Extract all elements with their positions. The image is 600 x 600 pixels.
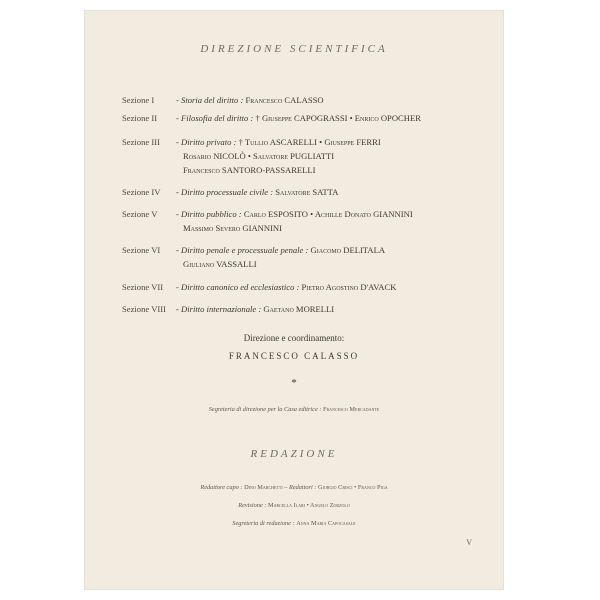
- section-body: - Diritto processuale civile : Salvatore SATTA: [176, 187, 339, 197]
- section-body: - Diritto pubblico : Carlo ESPOSITO • Achille Donato GIANNINI Massimo Severo GIANNINI: [176, 207, 476, 235]
- chief-editor-label: Redattore capo :: [200, 484, 243, 491]
- section-names: Carlo ESPOSITO • Achille Donato GIANNINI: [243, 209, 413, 219]
- section-names: † Tullio ASCARELLI • Giuseppe FERRI: [238, 137, 381, 147]
- section-body: - Filosofia del diritto : † Giuseppe CAPOGRASSI • Enrico OPOCHER: [176, 113, 421, 123]
- section-number: Sezione I: [122, 95, 155, 105]
- section-names: † Giuseppe CAPOGRASSI • Enrico OPOCHER: [255, 113, 421, 123]
- section-names: Giacomo DELITALA: [310, 245, 386, 255]
- section-field: Diritto internazionale :: [181, 304, 262, 314]
- redazione-line-editors: [84, 484, 504, 491]
- section-number: Sezione IV: [122, 187, 161, 197]
- editors-label: – Redattori :: [284, 484, 317, 491]
- section-body: - Diritto penale e processuale penale : Giacomo DELITALA Giuliano VASSALLI: [176, 243, 476, 271]
- section-names-line3: Francesco SANTORO-PASSARELLI: [183, 165, 316, 175]
- section-number: Sezione VII: [122, 282, 164, 292]
- asterisk-separator: *: [291, 377, 297, 389]
- section-field: Diritto pubblico :: [181, 209, 242, 219]
- section-number: Sezione III: [122, 137, 160, 147]
- section-number: Sezione VI: [122, 245, 161, 255]
- section-number: Sezione VIII: [122, 304, 166, 314]
- section-names-line2: Massimo Severo GIANNINI: [183, 223, 283, 233]
- redazione-line-secretariat: [84, 520, 504, 527]
- section-number: Sezione II: [122, 113, 158, 123]
- revision-names: Marcella Ilari • Angelo Zorzolo: [267, 502, 350, 509]
- section-body: - Diritto privato : † Tullio ASCARELLI • Giuseppe FERRI Rosario NICOLÒ • Salvatore PUGLIATTI Francesco SANTORO-PASSARELLI: [176, 135, 476, 177]
- section-body: - Diritto internazionale : Gaetano MORELLI: [176, 304, 335, 314]
- section-names: Salvatore SATTA: [275, 187, 339, 197]
- section-field: Diritto processuale civile :: [181, 187, 274, 197]
- redazione-line-revision: [84, 502, 504, 509]
- chief-editor-name: Dino Marchetti: [244, 484, 283, 491]
- section-number: Sezione V: [122, 209, 158, 219]
- section-field: Diritto privato :: [181, 137, 237, 147]
- coordination-label: Direzione e coordinamento:: [243, 333, 345, 343]
- section-field: Filosofia del diritto :: [181, 113, 254, 123]
- direzione-scientifica-heading: DIREZIONE SCIENTIFICA: [200, 43, 388, 55]
- section-names-line2: Rosario NICOLÒ • Salvatore PUGLIATTI: [183, 151, 335, 161]
- revision-label: Revisione :: [238, 502, 267, 509]
- editors-names: Giorgio Crisci • Franco Piga: [318, 484, 388, 491]
- section-field: Diritto canonico ed ecclesiastico :: [181, 282, 300, 292]
- section-names: Gaetano MORELLI: [263, 304, 335, 314]
- secretariat-label: Segreteria di direzione per la Casa editrice :: [208, 406, 322, 413]
- coordination-name: FRANCESCO CALASSO: [228, 351, 360, 361]
- secretariat-name: Francesco Mercadante: [323, 406, 380, 413]
- book-page: [84, 10, 504, 590]
- secretariat-line: [84, 406, 504, 413]
- section-body: - Storia del diritto : Francesco CALASSO: [176, 95, 324, 105]
- section-field: Storia del diritto :: [181, 95, 244, 105]
- section-body: - Diritto canonico ed ecclesiastico : Pietro Agostino D'AVACK: [176, 282, 397, 292]
- page-number: V: [466, 538, 472, 547]
- section-names-line2: Giuliano VASSALLI: [183, 259, 257, 269]
- editorial-secretariat-name: Anna Maria Capocasale: [296, 520, 356, 527]
- redazione-heading: REDAZIONE: [250, 448, 338, 460]
- section-field: Diritto penale e processuale penale :: [181, 245, 309, 255]
- editorial-secretariat-label: Segreteria di redazione :: [232, 520, 295, 527]
- section-names: Francesco CALASSO: [245, 95, 324, 105]
- section-names: Pietro Agostino D'AVACK: [301, 282, 397, 292]
